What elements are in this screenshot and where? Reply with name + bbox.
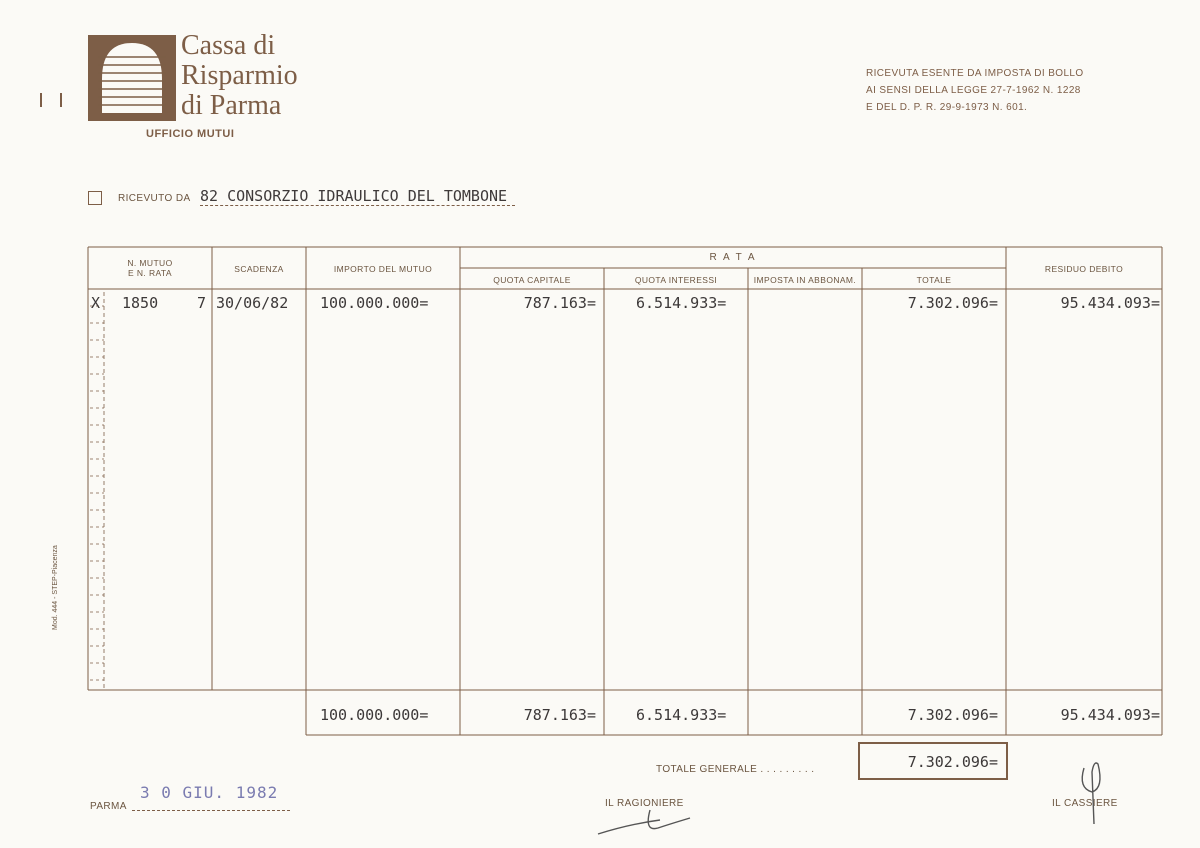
cassiere-signature-icon	[1070, 758, 1120, 830]
received-label: RICEVUTO DA	[118, 193, 191, 204]
received-value: 82 CONSORZIO IDRAULICO DEL TOMBONE	[200, 187, 515, 206]
bank-name-line: di Parma	[181, 90, 282, 121]
row-totale: 7.302.096=	[907, 294, 998, 312]
header-rata: R A T A	[709, 252, 757, 263]
office-label: UFFICIO MUTUI	[146, 128, 235, 140]
header-scadenza: SCADENZA	[234, 264, 284, 274]
header-mutuo-line2: E N. RATA	[128, 268, 172, 278]
stamp-note-line: RICEVUTA ESENTE DA IMPOSTA DI BOLLO	[866, 68, 1084, 79]
parma-label: PARMA	[90, 801, 127, 812]
row-importo: 100.000.000=	[320, 294, 429, 312]
ragioniere-signature-icon	[590, 806, 710, 842]
row-mutuo: 1850	[122, 294, 159, 312]
form-code: Mod. 444 - STEP-Piacenza	[52, 545, 59, 630]
row-scadenza: 30/06/82	[216, 294, 289, 312]
total-quota-capitale: 787.163=	[523, 706, 596, 724]
header-quota-interessi: QUOTA INTERESSI	[634, 275, 718, 285]
parma-date-line	[132, 810, 290, 811]
totale-generale-box	[858, 742, 1008, 780]
row-rata: 7	[196, 294, 206, 312]
row-quota-capitale: 787.163=	[523, 294, 596, 312]
ragioniere-label: IL RAGIONIERE	[605, 798, 684, 809]
bank-name-line: Risparmio	[181, 60, 298, 91]
totale-generale-value: 7.302.096=	[907, 753, 998, 771]
cassiere-label: IL CASSIERE	[1052, 798, 1118, 809]
total-totale: 7.302.096=	[907, 706, 998, 724]
header-imposta: IMPOSTA IN ABBONAM.	[753, 275, 857, 285]
total-residuo: 95.434.093=	[1060, 706, 1160, 724]
header-importo: IMPORTO DEL MUTUO	[333, 264, 433, 274]
header-mutuo	[88, 258, 212, 278]
row-mark: X	[91, 294, 101, 312]
stamp-note-line: E DEL D. P. R. 29-9-1973 N. 601.	[866, 102, 1028, 113]
totale-generale-label: TOTALE GENERALE . . . . . . . . .	[656, 764, 815, 775]
stamp-note-line: AI SENSI DELLA LEGGE 27-7-1962 N. 1228	[866, 85, 1081, 96]
date-stamp: 3 0 GIU. 1982	[140, 783, 279, 802]
header-quota-capitale: QUOTA CAPITALE	[493, 275, 571, 285]
total-quota-interessi: 6.514.933=	[636, 706, 727, 724]
row-residuo: 95.434.093=	[1060, 294, 1160, 312]
bank-name-line: Cassa di	[181, 30, 276, 61]
header-residuo: RESIDUO DEBITO	[1044, 264, 1124, 274]
header-totale: TOTALE	[916, 275, 952, 285]
row-quota-interessi: 6.514.933=	[636, 294, 727, 312]
header-mutuo-line1: N. MUTUO	[127, 258, 173, 268]
total-importo: 100.000.000=	[320, 706, 429, 724]
